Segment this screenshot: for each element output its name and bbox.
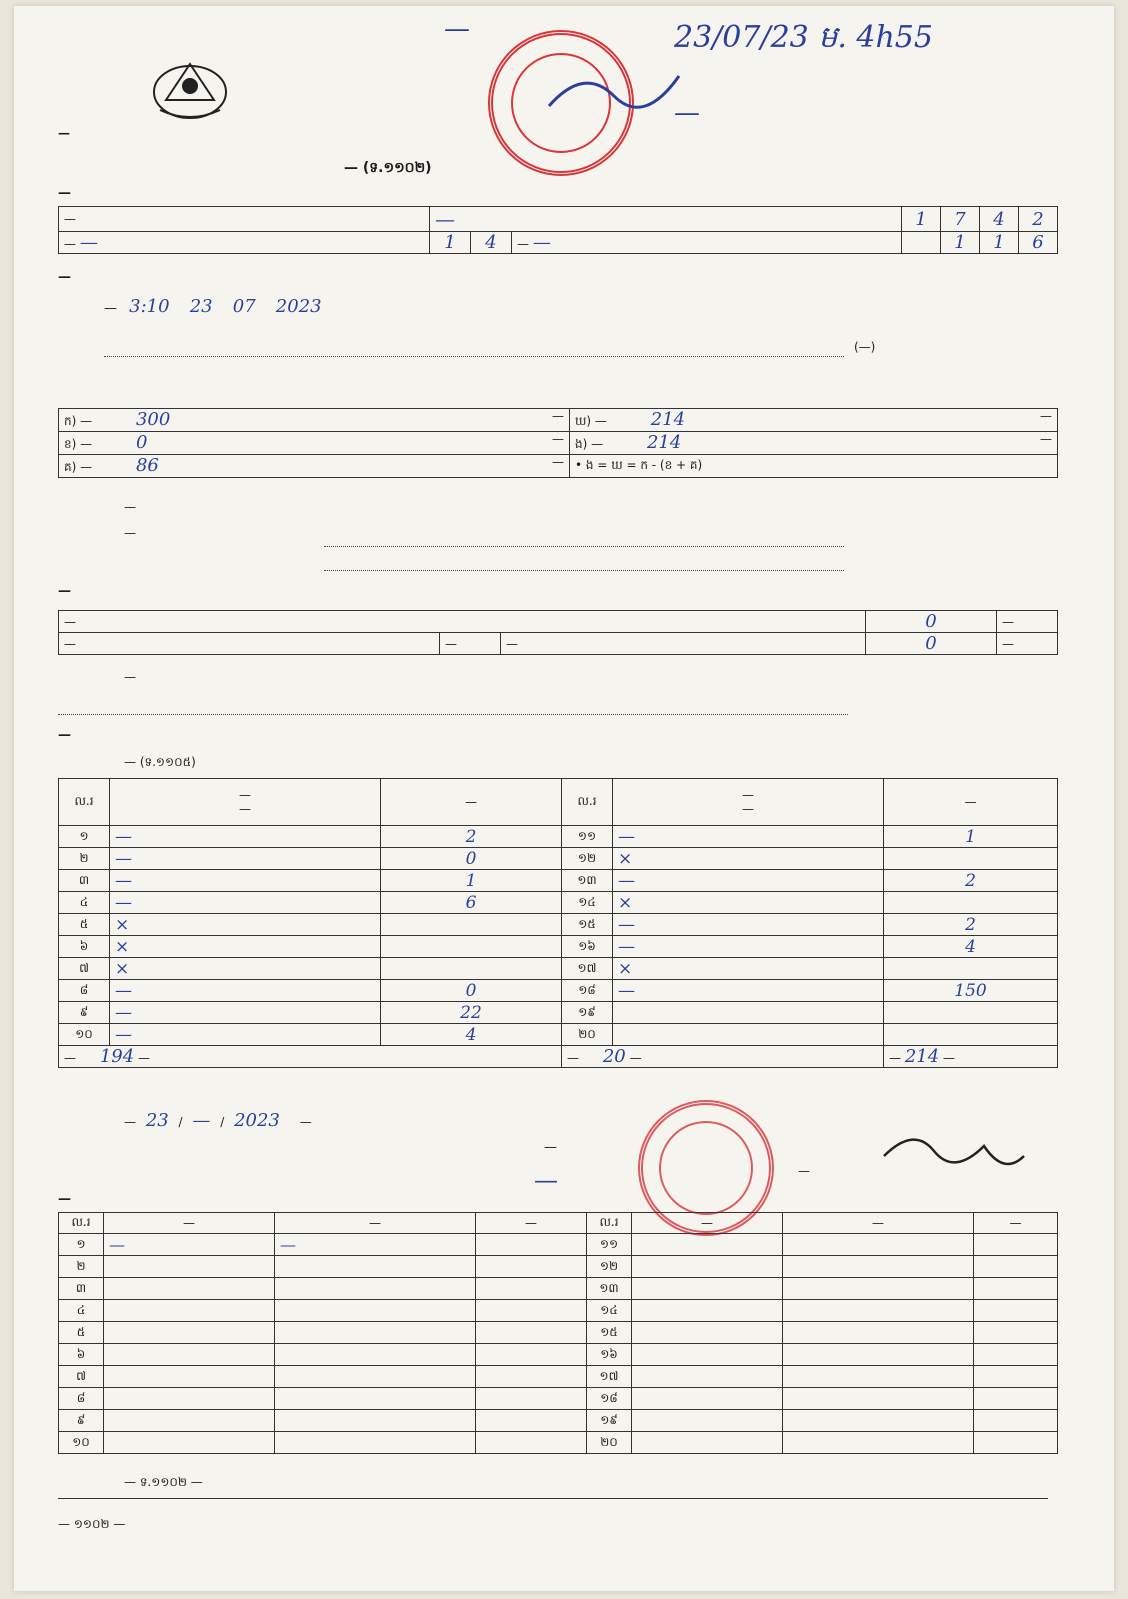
agent-name bbox=[104, 1256, 275, 1278]
footer-note: — ទ.១១០២ — bbox=[124, 1475, 203, 1489]
province-label: — — bbox=[59, 232, 430, 254]
fill-remark: (—) bbox=[854, 340, 876, 354]
complaints-unit: — bbox=[997, 611, 1058, 633]
party-votes: 2 bbox=[884, 870, 1058, 892]
party-votes bbox=[381, 914, 562, 936]
agent-row bbox=[59, 1256, 1058, 1278]
unused-ballots: 86 bbox=[135, 455, 159, 476]
section3-note: — bbox=[124, 670, 136, 684]
agent-signature bbox=[476, 1278, 587, 1300]
results-row bbox=[59, 1024, 1058, 1046]
agent-signature bbox=[974, 1432, 1058, 1454]
station-code-1: 1 bbox=[902, 207, 941, 232]
party-name: × bbox=[110, 914, 381, 936]
agents-col-sign-2: — bbox=[974, 1213, 1058, 1234]
party-votes: 0 bbox=[381, 980, 562, 1002]
invalid-ballots: 20 bbox=[602, 1046, 626, 1067]
voters-voted: 214 bbox=[650, 409, 686, 430]
agent-name bbox=[632, 1256, 783, 1278]
top-date-annotation: 23/07/23 ម. 4h55 bbox=[674, 20, 933, 55]
agents-col-no-2: ល.រ bbox=[587, 1213, 632, 1234]
agent-party bbox=[783, 1432, 974, 1454]
agent-signature bbox=[974, 1278, 1058, 1300]
signoff-date: — 23 / — / 2023 — bbox=[124, 1110, 312, 1131]
party-no: ១០ bbox=[59, 1024, 110, 1046]
party-votes: 6 bbox=[381, 892, 562, 914]
party-votes bbox=[884, 958, 1058, 980]
party-no: ៩ bbox=[59, 1002, 110, 1024]
agent-name bbox=[104, 1278, 275, 1300]
agent-no: ៨ bbox=[59, 1388, 104, 1410]
agent-signature bbox=[974, 1410, 1058, 1432]
agent-no: ៣ bbox=[59, 1278, 104, 1300]
commune-label: — — bbox=[512, 232, 902, 254]
agent-name bbox=[632, 1322, 783, 1344]
party-no: ១ bbox=[59, 826, 110, 848]
note-line-2 bbox=[324, 570, 844, 571]
party-votes bbox=[381, 936, 562, 958]
party-name bbox=[613, 1024, 884, 1046]
agent-signature bbox=[974, 1344, 1058, 1366]
agent-signature bbox=[974, 1322, 1058, 1344]
agent-row bbox=[59, 1388, 1058, 1410]
results-row bbox=[59, 914, 1058, 936]
received-ballots: 300 bbox=[135, 409, 171, 430]
agent-no: ១៤ bbox=[587, 1300, 632, 1322]
col-no: ល.រ bbox=[59, 779, 110, 826]
col-votes: — bbox=[381, 779, 562, 826]
agent-name bbox=[632, 1234, 783, 1256]
agents-col-name: — bbox=[104, 1213, 275, 1234]
party-no: ១៧ bbox=[562, 958, 613, 980]
col-votes-2: — bbox=[884, 779, 1058, 826]
agent-party bbox=[275, 1300, 476, 1322]
remark-line bbox=[104, 356, 844, 357]
form-page bbox=[14, 6, 1114, 1591]
agent-no: ១៩ bbox=[587, 1410, 632, 1432]
agent-party bbox=[783, 1300, 974, 1322]
party-no: ១៥ bbox=[562, 914, 613, 936]
results-row bbox=[59, 848, 1058, 870]
results-row bbox=[59, 892, 1058, 914]
agent-name bbox=[104, 1344, 275, 1366]
party-no: ១១ bbox=[562, 826, 613, 848]
party-votes: 2 bbox=[884, 914, 1058, 936]
section4-intro: — (ទ.១១០៥) bbox=[124, 755, 196, 769]
province-code-1: 1 bbox=[430, 232, 471, 254]
party-no: ១២ bbox=[562, 848, 613, 870]
agent-name bbox=[104, 1366, 275, 1388]
agents-col-party-2: — bbox=[783, 1213, 974, 1234]
commune-code-2: 1 bbox=[980, 232, 1019, 254]
forwarded-unit: — bbox=[997, 633, 1058, 655]
agent-row bbox=[59, 1410, 1058, 1432]
note-line-1 bbox=[324, 546, 844, 547]
agent-no: ១៧ bbox=[587, 1366, 632, 1388]
agent-party bbox=[275, 1344, 476, 1366]
agents-col-sign: — bbox=[476, 1213, 587, 1234]
discrepancy-note: — bbox=[124, 500, 136, 514]
party-name: — bbox=[110, 1002, 381, 1024]
agent-no: ៩ bbox=[59, 1410, 104, 1432]
agent-name bbox=[632, 1432, 783, 1454]
party-votes: 150 bbox=[884, 980, 1058, 1002]
agent-signature bbox=[974, 1366, 1058, 1388]
party-no: ១៦ bbox=[562, 936, 613, 958]
party-votes bbox=[884, 1002, 1058, 1024]
party-name: — bbox=[110, 870, 381, 892]
party-name: — bbox=[110, 826, 381, 848]
agent-party: — bbox=[275, 1234, 476, 1256]
section3-table bbox=[58, 610, 1058, 655]
section4-title: — bbox=[58, 728, 71, 743]
party-name: × bbox=[110, 958, 381, 980]
agent-party bbox=[275, 1366, 476, 1388]
results-row bbox=[59, 826, 1058, 848]
total-ballots: 214 bbox=[904, 1046, 940, 1067]
agent-party bbox=[275, 1432, 476, 1454]
agent-signature bbox=[476, 1256, 587, 1278]
agent-name bbox=[632, 1388, 783, 1410]
top-signature-name: — bbox=[674, 98, 700, 128]
agent-party bbox=[783, 1388, 974, 1410]
forwarded-label: — bbox=[501, 633, 866, 655]
party-name: — bbox=[613, 980, 884, 1002]
count-year: 2023 bbox=[275, 296, 322, 317]
agent-party bbox=[783, 1322, 974, 1344]
commune-code-3: 6 bbox=[1019, 232, 1058, 254]
party-votes: 22 bbox=[381, 1002, 562, 1024]
results-row bbox=[59, 870, 1058, 892]
agent-name bbox=[104, 1410, 275, 1432]
polling-station-value: — bbox=[430, 207, 902, 232]
commune-code-1: 1 bbox=[941, 232, 980, 254]
party-name: — bbox=[613, 914, 884, 936]
agent-no: ៦ bbox=[59, 1344, 104, 1366]
agent-party bbox=[783, 1256, 974, 1278]
total-valid-cell: — 194 — bbox=[59, 1046, 562, 1068]
agent-signature bbox=[476, 1432, 587, 1454]
agent-no: ៧ bbox=[59, 1366, 104, 1388]
agent-signature bbox=[476, 1322, 587, 1344]
party-no: ១៩ bbox=[562, 1002, 613, 1024]
agent-no: ១០ bbox=[59, 1432, 104, 1454]
agent-signature bbox=[974, 1256, 1058, 1278]
agent-row bbox=[59, 1322, 1058, 1344]
section5-title: — bbox=[58, 1192, 71, 1207]
agent-signature bbox=[476, 1410, 587, 1432]
section3-title: — bbox=[58, 584, 71, 599]
party-no: ៤ bbox=[59, 892, 110, 914]
agent-party bbox=[275, 1256, 476, 1278]
col-no-2: ល.រ bbox=[562, 779, 613, 826]
party-votes: 4 bbox=[381, 1024, 562, 1046]
agent-signature bbox=[476, 1366, 587, 1388]
party-no: ៥ bbox=[59, 914, 110, 936]
signature-top bbox=[544, 66, 684, 116]
agent-no: ១៦ bbox=[587, 1344, 632, 1366]
nec-emblem-icon bbox=[146, 52, 234, 124]
party-name: × bbox=[613, 958, 884, 980]
agents-col-name-2: — bbox=[632, 1213, 783, 1234]
agent-name bbox=[632, 1278, 783, 1300]
party-no: ២ bbox=[59, 848, 110, 870]
agent-no: ៥ bbox=[59, 1322, 104, 1344]
chair-name: — bbox=[534, 1166, 558, 1194]
section2-table: ក) — 300 — ឃ) — 214 — ខ) — 0 — ង) — 214 — គ) — 86 — • ង = ឃ = ក - (ខ + គ) bbox=[58, 408, 1058, 478]
results-row bbox=[59, 936, 1058, 958]
agent-no: ១៣ bbox=[587, 1278, 632, 1300]
party-votes: 1 bbox=[884, 826, 1058, 848]
party-name bbox=[613, 1002, 884, 1024]
secretary-signature bbox=[874, 1126, 1034, 1186]
forwarded-value: 0 bbox=[866, 633, 997, 655]
party-votes: 1 bbox=[381, 870, 562, 892]
agent-no: ១៥ bbox=[587, 1322, 632, 1344]
party-name: — bbox=[110, 892, 381, 914]
agent-name bbox=[104, 1388, 275, 1410]
agent-party bbox=[783, 1410, 974, 1432]
section2-intro: — 3:10 23 07 2023 bbox=[104, 296, 322, 317]
agent-no: ២០ bbox=[587, 1432, 632, 1454]
party-name: × bbox=[613, 892, 884, 914]
other-note: — bbox=[124, 526, 136, 540]
agents-col-no: ល.រ bbox=[59, 1213, 104, 1234]
party-votes: 2 bbox=[381, 826, 562, 848]
total-ballots-cell: — 214 — bbox=[884, 1046, 1058, 1068]
polling-station-label: — bbox=[59, 207, 430, 232]
party-name: — bbox=[613, 936, 884, 958]
agent-name bbox=[104, 1322, 275, 1344]
total-valid: 194 bbox=[99, 1046, 135, 1067]
agent-signature bbox=[974, 1388, 1058, 1410]
agent-row bbox=[59, 1432, 1058, 1454]
agent-name bbox=[104, 1432, 275, 1454]
agents-col-party: — bbox=[275, 1213, 476, 1234]
agent-signature bbox=[476, 1388, 587, 1410]
agent-row bbox=[59, 1300, 1058, 1322]
complaints-label: — bbox=[59, 611, 866, 633]
agent-row bbox=[59, 1278, 1058, 1300]
agent-party bbox=[783, 1234, 974, 1256]
section2-title: — bbox=[58, 270, 71, 285]
party-name: — bbox=[613, 870, 884, 892]
section3-line bbox=[58, 714, 848, 715]
spoiled-ballots: 0 bbox=[135, 432, 148, 453]
province-code-2: 4 bbox=[471, 232, 512, 254]
agent-no: ៤ bbox=[59, 1300, 104, 1322]
party-results-table bbox=[58, 778, 1058, 1068]
party-no: ១៨ bbox=[562, 980, 613, 1002]
ballots-in-box: 214 bbox=[646, 432, 682, 453]
footer-rule bbox=[58, 1498, 1048, 1499]
results-row bbox=[59, 958, 1058, 980]
party-no: ២០ bbox=[562, 1024, 613, 1046]
agent-party bbox=[275, 1388, 476, 1410]
resolved-unit: — bbox=[440, 633, 501, 655]
party-name: — bbox=[110, 1024, 381, 1046]
col-party-2: — — bbox=[613, 779, 884, 826]
station-code-4: 2 bbox=[1019, 207, 1058, 232]
party-name: — bbox=[110, 980, 381, 1002]
party-no: ១៣ bbox=[562, 870, 613, 892]
footer-form-ref: — ១១០២ — bbox=[58, 1517, 126, 1531]
agent-signature bbox=[974, 1300, 1058, 1322]
top-name-handwriting: — bbox=[444, 14, 470, 44]
party-votes bbox=[884, 892, 1058, 914]
agent-name: — bbox=[104, 1234, 275, 1256]
agent-party bbox=[275, 1410, 476, 1432]
resolved-label: — bbox=[59, 633, 440, 655]
complaints-value: 0 bbox=[866, 611, 997, 633]
count-month: 07 bbox=[232, 296, 256, 317]
agent-name bbox=[104, 1300, 275, 1322]
section1-title: — bbox=[58, 186, 71, 201]
party-name: — bbox=[613, 826, 884, 848]
party-no: ១៤ bbox=[562, 892, 613, 914]
party-no: ៦ bbox=[59, 936, 110, 958]
formula: ង = ឃ = ក - (ខ + គ) bbox=[585, 458, 703, 472]
agent-signature bbox=[476, 1234, 587, 1256]
col-party: — — bbox=[110, 779, 381, 826]
agent-row bbox=[59, 1234, 1058, 1256]
agent-signature bbox=[974, 1234, 1058, 1256]
station-code-3: 4 bbox=[980, 207, 1019, 232]
party-name: — bbox=[110, 848, 381, 870]
party-no: ៨ bbox=[59, 980, 110, 1002]
agent-name bbox=[632, 1366, 783, 1388]
agents-table bbox=[58, 1212, 1058, 1454]
agent-row bbox=[59, 1344, 1058, 1366]
invalid-cell: — 20 — bbox=[562, 1046, 884, 1068]
party-votes bbox=[381, 958, 562, 980]
party-name: × bbox=[110, 936, 381, 958]
party-votes: 0 bbox=[381, 848, 562, 870]
agent-party bbox=[783, 1278, 974, 1300]
party-votes bbox=[884, 1024, 1058, 1046]
party-votes: 4 bbox=[884, 936, 1058, 958]
form-title: — (ទ.១១០២) bbox=[344, 160, 432, 176]
agent-party bbox=[275, 1278, 476, 1300]
agent-no: ២ bbox=[59, 1256, 104, 1278]
station-code-2: 7 bbox=[941, 207, 980, 232]
party-no: ៣ bbox=[59, 870, 110, 892]
secretary-label: — bbox=[798, 1164, 810, 1178]
agent-no: ១២ bbox=[587, 1256, 632, 1278]
results-row bbox=[59, 1002, 1058, 1024]
agent-row bbox=[59, 1366, 1058, 1388]
agent-no: ១១ bbox=[587, 1234, 632, 1256]
count-day: 23 bbox=[189, 296, 213, 317]
section1-table bbox=[58, 206, 1058, 254]
count-time: 3:10 bbox=[129, 296, 170, 317]
agent-name bbox=[632, 1344, 783, 1366]
agent-party bbox=[275, 1322, 476, 1344]
agent-party bbox=[783, 1344, 974, 1366]
party-name: × bbox=[613, 848, 884, 870]
agent-no: ១ bbox=[59, 1234, 104, 1256]
agent-name bbox=[632, 1410, 783, 1432]
results-row bbox=[59, 980, 1058, 1002]
committee-name: — bbox=[58, 126, 70, 140]
agent-signature bbox=[476, 1344, 587, 1366]
agent-no: ១៨ bbox=[587, 1388, 632, 1410]
party-no: ៧ bbox=[59, 958, 110, 980]
agent-party bbox=[783, 1366, 974, 1388]
agent-name bbox=[632, 1300, 783, 1322]
party-votes bbox=[884, 848, 1058, 870]
chair-label: — bbox=[544, 1140, 557, 1155]
agent-signature bbox=[476, 1300, 587, 1322]
